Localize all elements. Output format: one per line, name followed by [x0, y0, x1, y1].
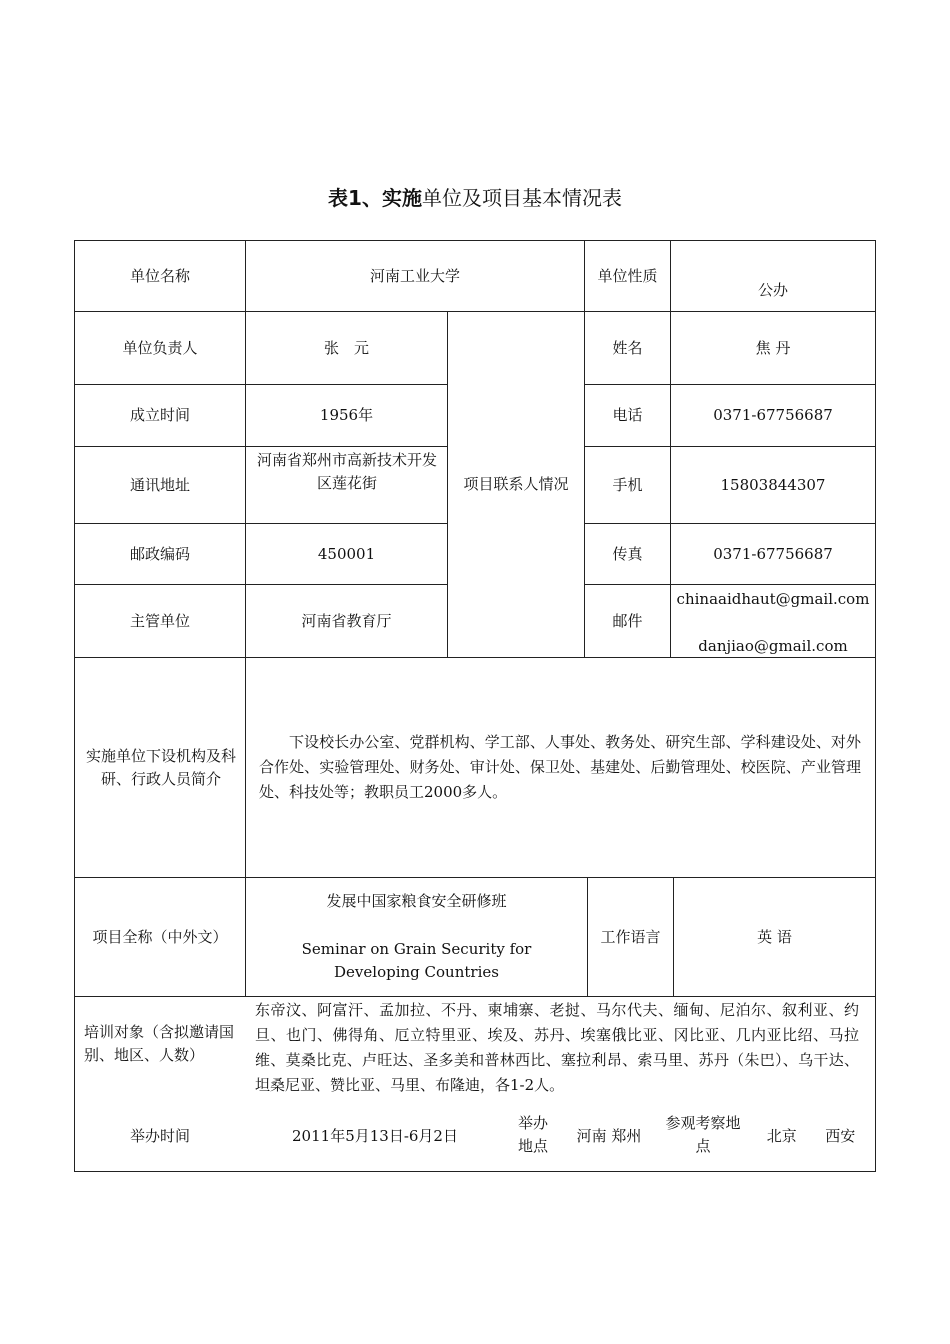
work-language-label: 工作语言 [600, 927, 661, 946]
organization-intro-paragraph: 下设校长办公室、党群机构、学工部、人事处、教务处、研究生部、学科建设处、对外合作处、实验管理处、财务处、审计处、保卫处、基建处、后勤管理处、校医院、产业管理处、科技处等；教职员工2000多人。 [259, 733, 861, 801]
project-name-en: Seminar on Grain Security for Developing Countries [301, 940, 532, 981]
fax-label: 传真 [612, 544, 643, 563]
founded-label: 成立时间 [129, 406, 190, 424]
founded-value: 1956年 [319, 406, 374, 424]
trainees-label: 培训对象（含拟邀请国别、地区、人数） [84, 1023, 235, 1064]
address-value: 河南省郑州市高新技术开发区莲花街 [256, 451, 437, 492]
unit-nature-label: 单位性质 [597, 266, 658, 285]
phone-value: 0371-67756687 [713, 406, 833, 424]
contact-section-label: 项目联系人情况 [463, 475, 569, 493]
contact-name-label: 姓名 [612, 338, 643, 357]
postcode-value: 450001 [317, 544, 376, 563]
visit-place-value: 北京 西安 [766, 1126, 856, 1145]
fax-value: 0371-67756687 [713, 544, 833, 563]
address-label: 通讯地址 [129, 475, 190, 494]
hold-time-label: 举办时间 [129, 1126, 190, 1145]
work-language-value: 英 语 [757, 927, 792, 946]
hold-time-value: 2011年5月13日-6月2日 [292, 1126, 458, 1145]
unit-name-value: 河南工业大学 [369, 266, 460, 285]
info-table [74, 240, 876, 1172]
contact-name-value: 焦 丹 [755, 338, 791, 357]
email-label: 邮件 [612, 611, 643, 630]
hold-place-label: 举办地点 [517, 1114, 548, 1155]
authority-value: 河南省教育厅 [301, 611, 392, 630]
authority-label: 主管单位 [129, 611, 190, 630]
postcode-label: 邮政编码 [129, 544, 190, 563]
mobile-label: 手机 [612, 475, 643, 494]
project-name-label: 项目全称（中外文） [92, 927, 228, 946]
trainees-text: 东帝汶、阿富汗、孟加拉、不丹、柬埔寨、老挝、马尔代夫、缅甸、尼泊尔、叙利亚、约旦、也门、佛得角、厄立特里亚、埃及、苏丹、埃塞俄比亚、冈比亚、几内亚比绍、马拉维、莫桑比克、卢旺达、圣多美和普林西比、塞拉利昂、索马里、苏丹（朱巴）、乌干达、坦桑尼亚、赞比亚、马里、布隆迪，各1-2人。 [255, 1001, 859, 1094]
organization-intro-text [259, 658, 861, 877]
head-label: 单位负责人 [122, 338, 198, 357]
head-value: 张 元 [323, 338, 369, 357]
visit-place-label: 参观考察地点 [665, 1114, 741, 1155]
email-secondary: danjiao@gmail.com [698, 636, 848, 655]
organization-intro-label: 实施单位下设机构及科研、行政人员简介 [85, 746, 236, 788]
unit-nature-value: 公办 [757, 280, 788, 299]
hold-place-value: 河南 郑州 [576, 1126, 642, 1145]
mobile-value: 15803844307 [720, 475, 826, 494]
page-title: 表1、实施单位及项目基本情况表 [328, 186, 622, 210]
phone-label: 电话 [612, 406, 643, 424]
email-primary: chinaaidhaut@gmail.com [676, 589, 870, 608]
project-name-cn: 发展中国家粮食安全研修班 [326, 891, 507, 910]
unit-name-label: 单位名称 [129, 266, 190, 285]
